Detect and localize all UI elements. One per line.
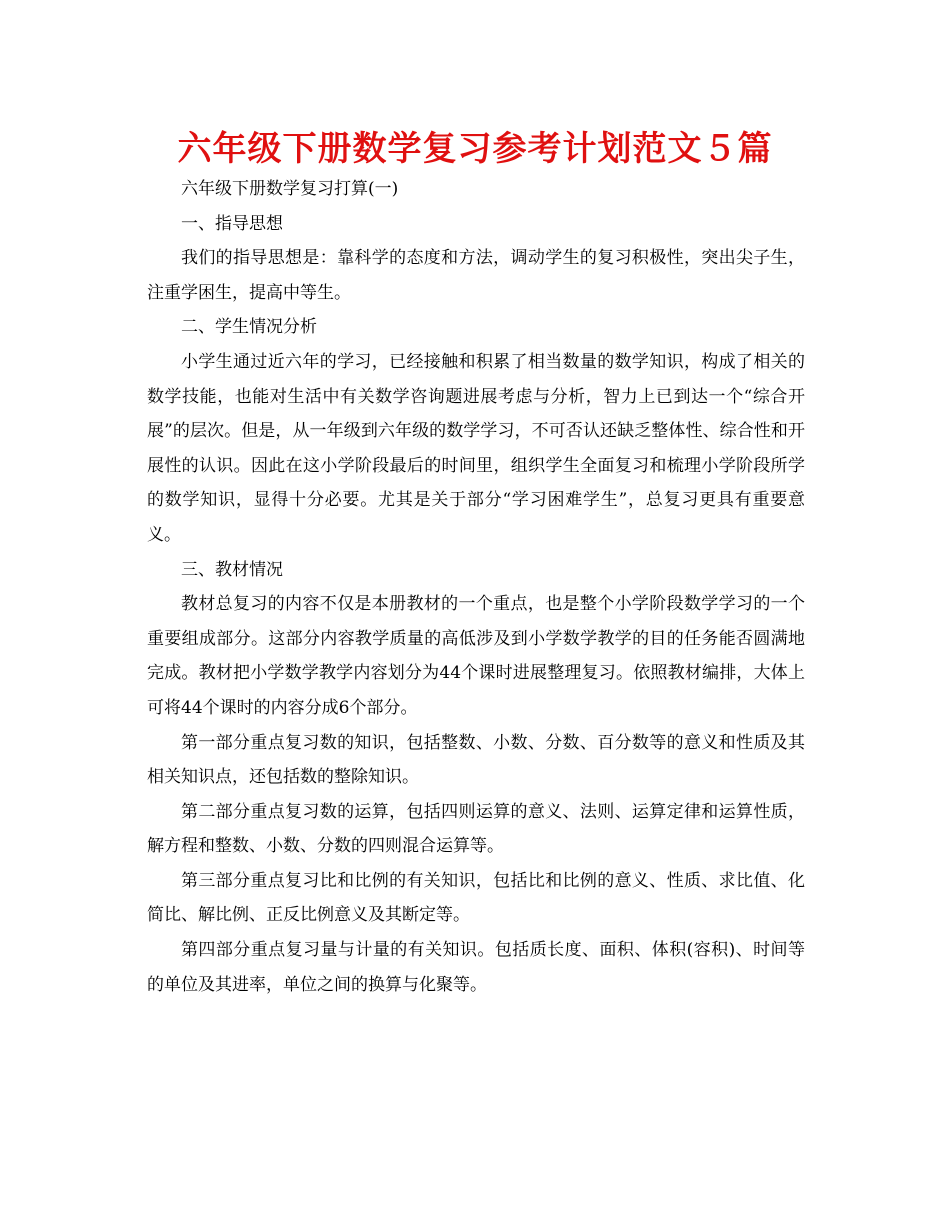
body-paragraph: 第四部分重点复习量与计量的有关知识。包括质长度、面积、体积(容积)、时间等的单位及其进率，单位之间的换算与化聚等。 xyxy=(147,940,805,995)
document-title: 六年级下册数学复习参考计划范文５篇 xyxy=(177,129,773,169)
body-paragraph: 第三部分重点复习比和比例的有关知识，包括比和比例的意义、性质、求比值、化简比、解比例、正反比例意义及其断定等。 xyxy=(147,870,805,926)
section-heading-textbook: 三、教材情况 xyxy=(181,559,283,580)
body-paragraph: 教材总复习的内容不仅是本册教材的一个重点，也是整个小学阶段数学学习的一个重要组成部分。这部分内容教学质量的高低涉及到小学数学教学的目的任务能否圆满地完成。教材把小学数学教学内容划分为44个课时进展整理复习。依照教材编排，大体上可将44个课时的内容分成6个部分。 xyxy=(147,594,805,718)
section-heading-guiding-idea: 一、指导思想 xyxy=(181,213,283,234)
subtitle-paragraph: 六年级下册数学复习打算(一) xyxy=(181,179,399,199)
body-paragraph: 第一部分重点复习数的知识，包括整数、小数、分数、百分数等的意义和性质及其相关知识点，还包括数的整除知识。 xyxy=(147,732,805,788)
body-paragraph: 我们的指导思想是：靠科学的态度和方法，调动学生的复习积极性，突出尖子生，注重学困生，提高中等生。 xyxy=(147,248,805,303)
body-paragraph: 小学生通过近六年的学习，已经接触和积累了相当数量的数学知识，构成了相关的数学技能，也能对生活中有关数学咨询题进展考虑与分析，智力上已到达一个“综合开展”的层次。但是，从一年级到六年级的数学学习，不可否认还缺乏整体性、综合性和开展性的认识。因此在这小学阶段最后的时间里，组织学生全面复习和梳理小学阶段所学的数学知识，显得十分必要。尤其是关于部分“学习困难学生”，总复习更具有重要意义。 xyxy=(147,351,805,545)
document-body xyxy=(147,172,805,1002)
body-paragraph: 第二部分重点复习数的运算，包括四则运算的意义、法则、运算定律和运算性质，解方程和整数、小数、分数的四则混合运算等。 xyxy=(147,801,805,857)
section-heading-student-analysis: 二、学生情况分析 xyxy=(181,317,317,338)
